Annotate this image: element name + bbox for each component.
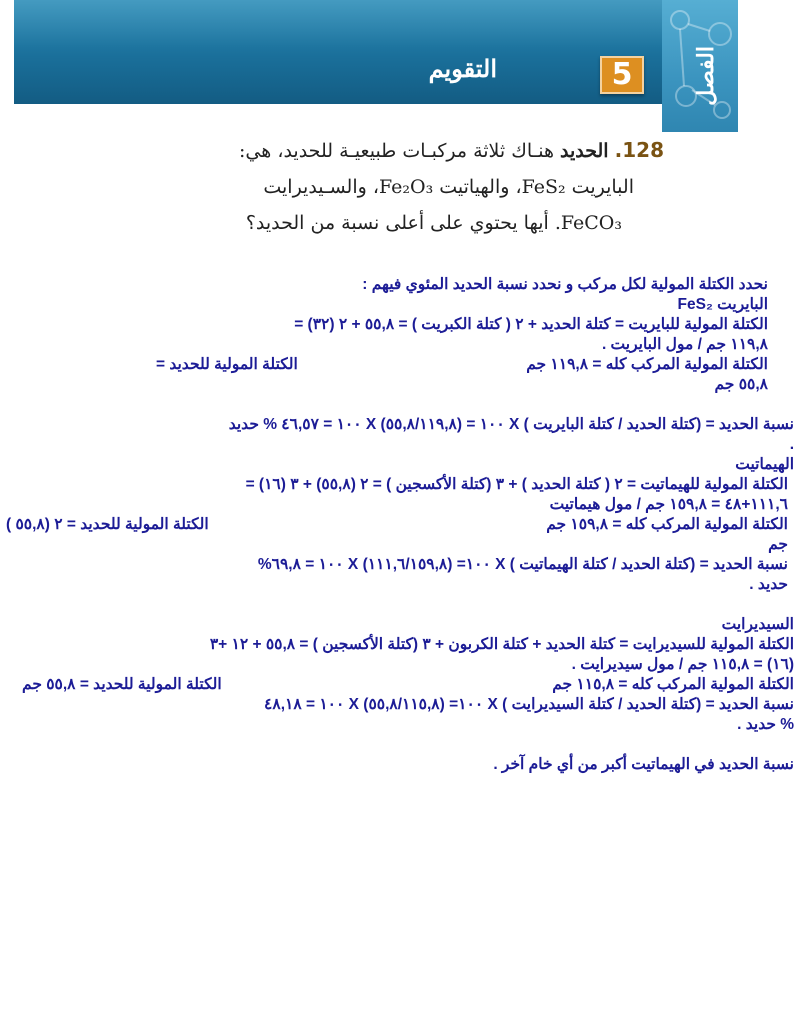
hematite-molar-mass-line-2: ١١١,٦+٤٨ = ١٥٩,٨ جم / مول هيماتيت: [549, 496, 788, 513]
band-highlight: [14, 0, 665, 48]
chapter-label: الفصل: [693, 46, 719, 106]
question-number: 128.: [614, 138, 664, 162]
siderite-heading: السيديرايت: [721, 616, 794, 633]
chapter-side-tab: [662, 0, 738, 132]
pyrite-percent-tail: .: [789, 436, 794, 453]
question-line-2: البايريت FeS₂، والهياتيت Fe₂O₃، والسـيديرايت: [263, 176, 634, 198]
hematite-compound-mass: الكتلة المولية المركب كله = ١٥٩,٨ جم: [546, 516, 788, 533]
siderite-percent-line: نسبة الحديد = (كتلة الحديد / كتلة السيديرايت ) X ١٠٠= (٥٥,٨/١١٥,٨) X ١٠٠ = ٤٨,١٨: [264, 696, 794, 713]
pyrite-compound-mass: الكتلة المولية المركب كله = ١١٩,٨ جم: [526, 356, 768, 373]
question-keyword: الحديد: [560, 140, 609, 162]
pyrite-molar-mass-line-2: ١١٩,٨ جم / مول البايريت .: [601, 336, 768, 353]
chapter-header-band: [14, 0, 665, 104]
solution-intro: نحدد الكتلة المولية لكل مركب و نحدد نسبة الحديد المئوي فيهم :: [362, 276, 768, 293]
siderite-molar-mass-line-2: (١٦) = ١١٥,٨ جم / مول سيديرايت .: [571, 656, 794, 673]
siderite-percent-tail: % حديد .: [737, 716, 794, 733]
section-title: التقويم: [428, 54, 497, 83]
question-line-3: FeCO₃. أيها يحتوي على أعلى نسبة من الحديد؟: [245, 212, 622, 234]
pyrite-iron-mass-value: ٥٥,٨ جم: [714, 376, 768, 393]
pyrite-percent-line: نسبة الحديد = (كتلة الحديد / كتلة البايريت ) X ١٠٠ = (٥٥,٨/١١٩,٨) X ١٠٠ = ٤٦,٥٧ % حديد: [228, 416, 794, 433]
pyrite-iron-mass-label: الكتلة المولية للحديد =: [156, 356, 298, 373]
question-block: [170, 132, 664, 241]
question-line-1: [170, 132, 664, 169]
question-line-1-text: هنـاك ثلاثة مركبـات طبيعيـة للحديد، هي:: [239, 140, 561, 162]
hematite-heading: الهيماتيت: [735, 456, 794, 473]
hematite-molar-mass-line-1: الكتلة المولية للهيماتيت = ٢ ( كتلة الحديد ) + ٣ (كتلة الأكسجين ) = ٢ (٥٥,٨) + ٣ (١٦) =: [245, 476, 788, 493]
hematite-mass-row: [6, 515, 794, 535]
conclusion: نسبة الحديد في الهيماتيت أكبر من أي خام آخر .: [493, 756, 794, 773]
hematite-percent-line: نسبة الحديد = (كتلة الحديد / كتلة الهيماتيت ) X ١٠٠= (١١١,٦/١٥٩,٨) X ١٠٠ = ٦٩,٨%: [257, 556, 788, 573]
pyrite-molar-mass-line-1: الكتلة المولية للبايريت = كتلة الحديد + ٢ ( كتلة الكبريت ) = ٥٥,٨ + ٢ (٣٢) =: [294, 316, 768, 333]
hematite-iron-mass-label: الكتلة المولية للحديد = ٢ (٥٥,٨ ): [6, 516, 209, 533]
siderite-mass-row: [12, 675, 794, 695]
pyrite-heading: البايريت FeS₂: [677, 296, 768, 313]
siderite-molar-mass-line-1: الكتلة المولية للسيديرايت = كتلة الحديد + كتلة الكربون + ٣ (كتلة الأكسجين ) = ٥٥,٨ + ١٢ +٣: [209, 636, 794, 653]
hematite-iron-mass-unit: جم: [768, 536, 788, 553]
solution-block: [6, 275, 794, 775]
pyrite-mass-row: [0, 355, 794, 375]
hematite-percent-tail: حديد .: [749, 576, 788, 593]
chapter-number-badge: 5: [600, 56, 644, 94]
siderite-compound-mass: الكتلة المولية المركب كله = ١١٥,٨ جم: [552, 676, 794, 693]
siderite-iron-mass: الكتلة المولية للحديد = ٥٥,٨ جم: [22, 676, 222, 693]
